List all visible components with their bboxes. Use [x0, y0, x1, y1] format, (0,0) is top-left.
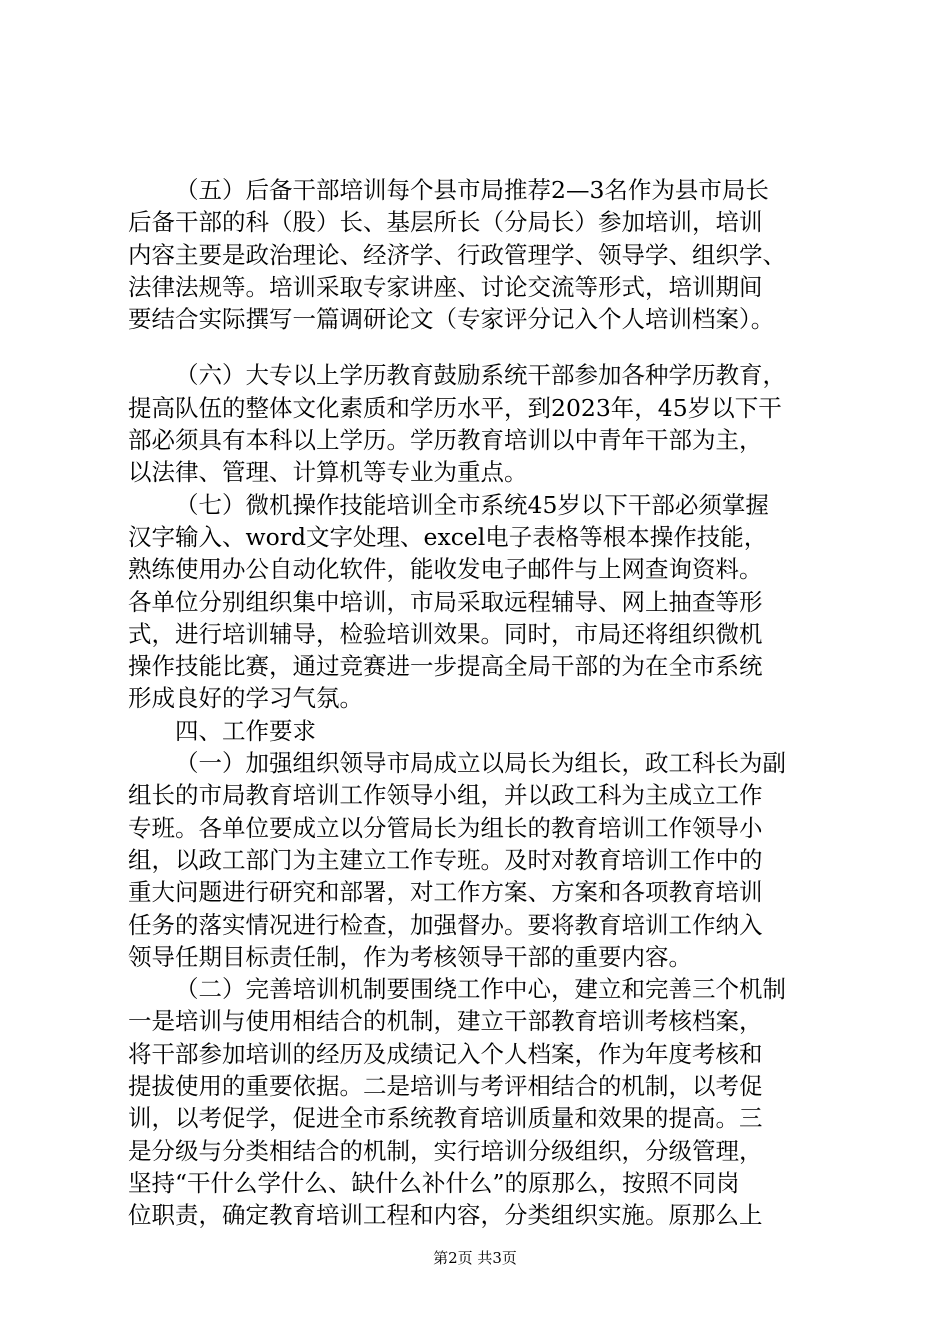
section-heading-work-requirements: [128, 715, 834, 747]
text-line: 组长的市局教育培训工作领导小组，并以政工科为主成立工作: [128, 781, 763, 810]
text-line: 要结合实际撰写一篇调研论文（专家评分记入个人培训档案）。: [128, 305, 775, 334]
text-line: 汉字输入、word文字处理、excel电子表格等根本操作技能，: [128, 522, 768, 551]
text-line: 提拔使用的重要依据。二是培训与考评相结合的机制，以考促: [128, 1072, 763, 1101]
text-line: 是分级与分类相结合的机制，实行培训分级组织，分级管理，: [128, 1136, 763, 1165]
text-line: 重大问题进行研究和部署，对工作方案、方案和各项教育培训: [128, 878, 763, 907]
paragraph-requirement-2: [128, 973, 834, 1231]
paragraph-gap: [128, 335, 834, 359]
text-line: （六）大专以上学历教育鼓励系统干部参加各种学历教育，: [175, 361, 786, 390]
text-line: 提高队伍的整体文化素质和学历水平，到2023年，45岁以下干: [128, 393, 782, 422]
section-heading: 四、工作要求: [175, 716, 316, 745]
text-line: （七）微机操作技能培训全市系统45岁以下干部必须掌握: [175, 490, 769, 519]
text-line: 内容主要是政治理论、经济学、行政管理学、领导学、组织学、: [128, 240, 786, 269]
text-line: 位职责，确定教育培训工程和内容，分类组织实施。原那么上: [128, 1201, 763, 1230]
text-line: 任务的落实情况进行检查，加强督办。要将教育培训工作纳入: [128, 910, 763, 939]
text-line: 式，进行培训辅导，检验培训效果。同时，市局还将组织微机: [128, 619, 763, 648]
paragraph-section-6: [128, 359, 834, 488]
text-line: （一）加强组织领导市局成立以局长为组长，政工科长为副: [175, 749, 786, 778]
text-line: 后备干部的科（股）长、基层所长（分局长）参加培训，培训: [128, 208, 763, 237]
paragraph-requirement-1: [128, 747, 834, 973]
text-line: 法律法规等。培训采取专家讲座、讨论交流等形式，培训期间: [128, 272, 763, 301]
text-line: 操作技能比赛，通过竞赛进一步提高全局干部的为在全市系统: [128, 652, 763, 681]
text-line: 将干部参加培训的经历及成绩记入个人档案，作为年度考核和: [128, 1039, 763, 1068]
text-line: 熟练使用办公自动化软件，能收发电子邮件与上网查询资料。: [128, 555, 763, 584]
text-line: （五）后备干部培训每个县市局推荐2—3名作为县市局长: [175, 176, 769, 204]
text-line: （二）完善培训机制要围绕工作中心，建立和完善三个机制: [175, 975, 786, 1004]
page-number-footer: 第2页 共3页: [433, 1249, 517, 1267]
text-line: 形成良好的学习气氛。: [128, 684, 363, 713]
text-line: 组，以政工部门为主建立工作专班。及时对教育培训工作中的: [128, 845, 763, 874]
text-line: 各单位分别组织集中培训，市局采取远程辅导、网上抽查等形: [128, 587, 763, 616]
text-line: 专班。各单位要成立以分管局长为组长的教育培训工作领导小: [128, 813, 763, 842]
text-line: 部必须具有本科以上学历。学历教育培训以中青年干部为主，: [128, 426, 763, 455]
text-line: 训，以考促学，促进全市系统教育培训质量和效果的提高。三: [128, 1104, 763, 1133]
paragraph-section-5: [128, 174, 834, 335]
text-line: 以法律、管理、计算机等专业为重点。: [128, 458, 528, 487]
document-body: [128, 174, 834, 1232]
text-line: 坚持“干什么学什么、缺什么补什么”的原那么，按照不同岗: [128, 1168, 740, 1197]
text-line: 领导任期目标责任制，作为考核领导干部的重要内容。: [128, 942, 692, 971]
paragraph-section-7: [128, 489, 834, 715]
text-line: 一是培训与使用相结合的机制，建立干部教育培训考核档案，: [128, 1007, 763, 1036]
